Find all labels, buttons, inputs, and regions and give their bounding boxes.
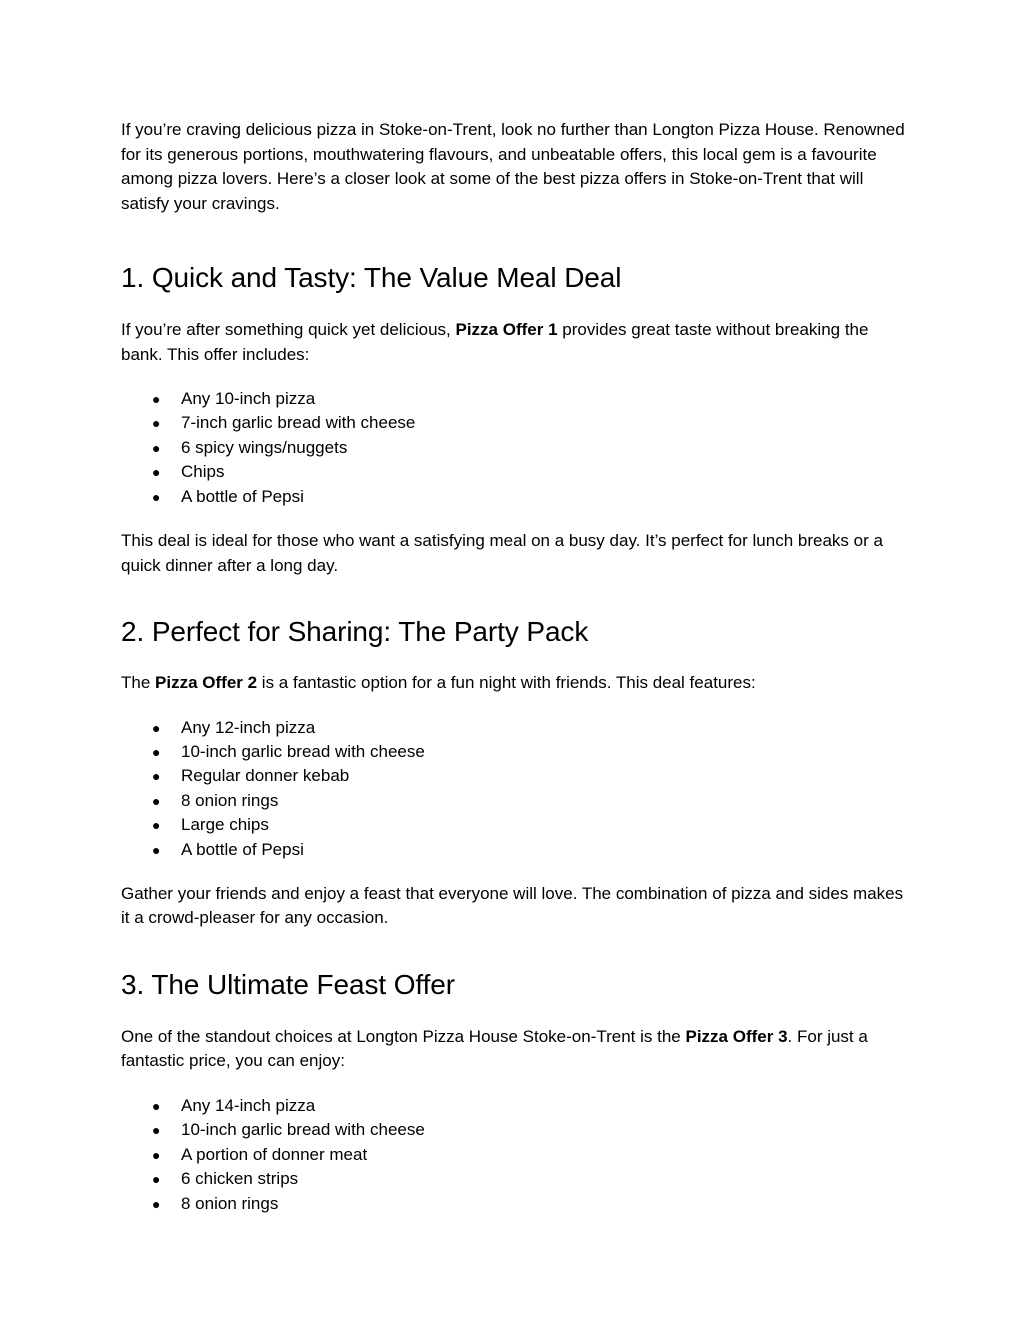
section-1-list	[121, 387, 911, 509]
bullet-icon: ●	[152, 1195, 161, 1212]
list-item-text: 6 spicy wings/nuggets	[181, 437, 348, 457]
section-1-paragraph	[121, 318, 911, 367]
list-item-text: Any 14-inch pizza	[181, 1095, 316, 1115]
intro-paragraph: If you’re craving delicious pizza in Stoke-on-Trent, look no further than Longton Pizza House. Renowned for its generous portions, mouthwatering flavours, and unbeatable offers, this local gem is a favourite among pizza lovers. Here’s a closer look at some of the best pizza offers in Stoke-on-Trent that will satisfy your cravings.	[121, 120, 905, 213]
list-item-text: Large chips	[181, 815, 269, 835]
list-item-text: 10-inch garlic bread with cheese	[181, 1120, 425, 1140]
list-item	[121, 813, 911, 837]
section-2-offer-name: Pizza Offer 2	[155, 673, 258, 693]
bullet-icon: ●	[152, 1122, 161, 1139]
section-2-heading: 2. Perfect for Sharing: The Party Pack	[121, 616, 589, 648]
bullet-icon: ●	[152, 792, 161, 809]
list-item	[121, 1094, 911, 1118]
bullet-icon: ●	[152, 841, 161, 858]
section-2-closing: Gather your friends and enjoy a feast that everyone will love. The combination of pizza and sides makes it a crowd-pleaser for any occasion.	[121, 883, 904, 928]
list-item-text: 8 onion rings	[181, 790, 279, 810]
bullet-icon: ●	[152, 439, 161, 456]
bullet-icon: ●	[152, 1097, 161, 1114]
list-item-text: A bottle of Pepsi	[181, 839, 304, 859]
bullet-icon: ●	[152, 415, 161, 432]
list-item-text: 7-inch garlic bread with cheese	[181, 413, 416, 433]
section-3-text-before: One of the standout choices at Longton Pizza House Stoke-on-Trent is the	[121, 1026, 686, 1046]
list-item	[121, 716, 911, 740]
list-item-text: Chips	[181, 462, 225, 482]
section-3-paragraph	[121, 1025, 911, 1074]
section-1-heading: 1. Quick and Tasty: The Value Meal Deal	[121, 262, 622, 293]
list-item	[121, 411, 911, 435]
bullet-icon: ●	[152, 464, 161, 481]
list-item	[121, 838, 911, 862]
section-1-text-after: provides great taste without breaking the bank. This offer includes:	[121, 320, 869, 364]
bullet-icon: ●	[152, 488, 161, 505]
list-item	[121, 1192, 911, 1216]
list-item	[121, 764, 911, 788]
list-item	[121, 485, 911, 509]
document-page	[121, 118, 911, 1216]
section-1-closing: This deal is ideal for those who want a satisfying meal on a busy day. It’s perfect for lunch breaks or a quick dinner after a long day.	[121, 531, 883, 575]
section-3-text-after: . For just a fantastic price, you can enjoy:	[121, 1026, 868, 1071]
list-item	[121, 387, 911, 411]
list-item-text: 6 chicken strips	[181, 1169, 299, 1189]
bullet-icon: ●	[152, 817, 161, 834]
bullet-icon: ●	[152, 1146, 161, 1163]
list-item	[121, 1143, 911, 1167]
list-item-text: Regular donner kebab	[181, 766, 350, 786]
list-item	[121, 789, 911, 813]
section-1-text-before: If you’re after something quick yet delicious,	[121, 320, 456, 339]
bullet-icon: ●	[152, 743, 161, 760]
list-item-text: Any 12-inch pizza	[181, 717, 316, 737]
bullet-icon: ●	[152, 391, 161, 407]
section-3-offer-name: Pizza Offer 3	[685, 1026, 788, 1046]
list-item	[121, 1118, 911, 1142]
list-item-text: 8 onion rings	[181, 1193, 279, 1213]
bullet-icon: ●	[152, 719, 161, 736]
bullet-icon: ●	[152, 1171, 161, 1188]
bullet-icon: ●	[152, 768, 161, 785]
list-item	[121, 436, 911, 460]
section-3-list	[121, 1094, 911, 1216]
list-item	[121, 460, 911, 484]
section-2-text-before: The	[121, 673, 156, 693]
list-item	[121, 740, 911, 764]
list-item-text: 10-inch garlic bread with cheese	[181, 741, 425, 761]
section-2-list	[121, 716, 911, 862]
list-item-text: A bottle of Pepsi	[181, 486, 304, 506]
list-item-text: A portion of donner meat	[181, 1144, 368, 1164]
list-item-text: Any 10-inch pizza	[181, 389, 316, 408]
section-2-text-after: is a fantastic option for a fun night with friends. This deal features:	[257, 673, 756, 693]
section-2-paragraph	[121, 671, 911, 696]
list-item	[121, 1167, 911, 1191]
section-3-heading: 3. The Ultimate Feast Offer	[121, 968, 455, 1000]
section-1-offer-name: Pizza Offer 1	[455, 320, 558, 339]
